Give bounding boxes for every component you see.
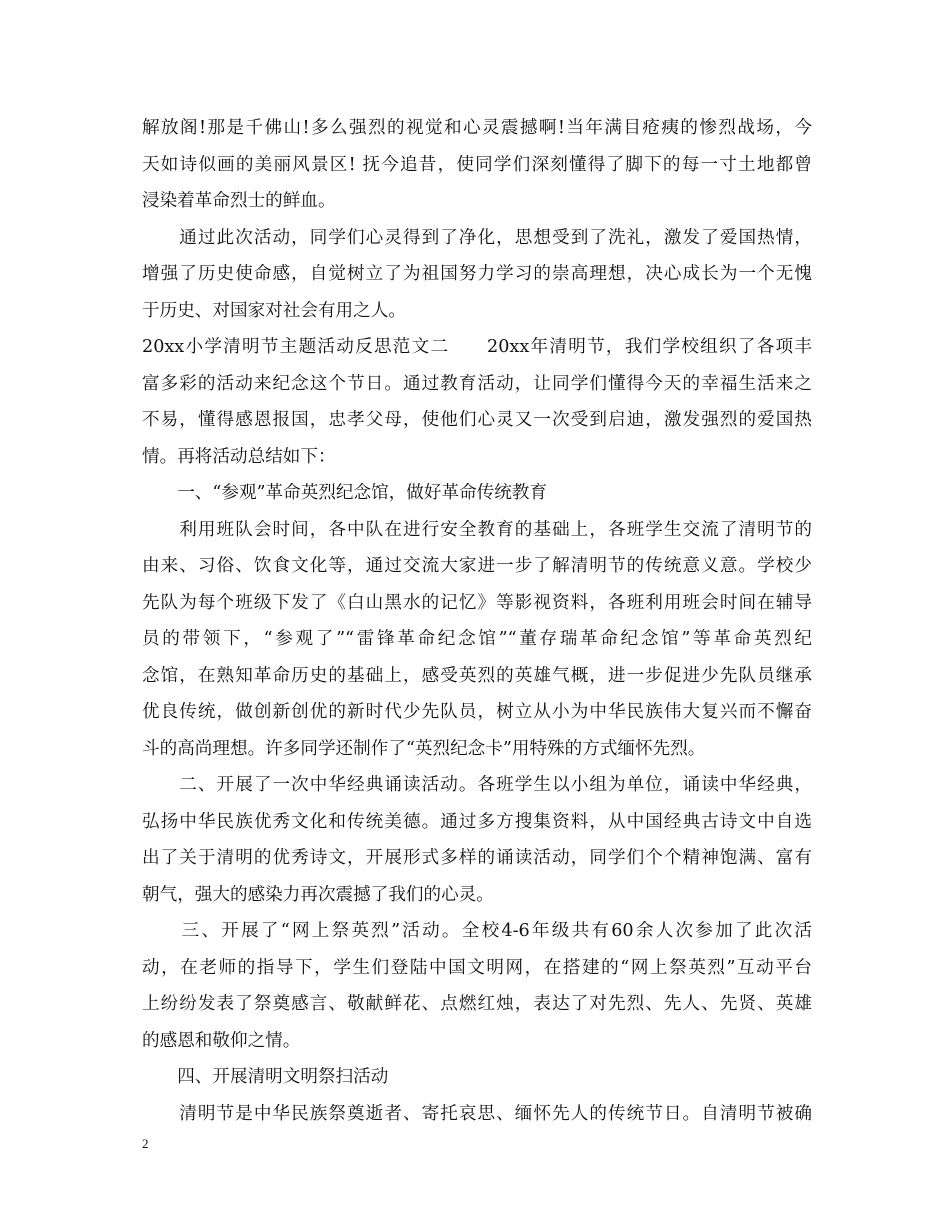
- text-line: 增强了历史使命感，自觉树立了为祖国努力学习的崇高理想，决心成长为一个无愧: [142, 264, 812, 284]
- text-line: 优良传统，做创新创优的新时代少先队员，树立从小为中华民族伟大复兴而不懈奋: [142, 702, 812, 722]
- text-line: 三、开展了“网上祭英烈”活动。全校4-6年级共有60余人次参加了此次活: [142, 921, 812, 941]
- text-line: 的感恩和敬仰之情。: [142, 1030, 301, 1051]
- text-line: 于历史、对国家对社会有用之人。: [142, 300, 406, 321]
- page-number: 2: [142, 1136, 149, 1151]
- text-line: 富多彩的活动来纪念这个节日。通过教育活动，让同学们懂得今天的幸福生活来之: [142, 373, 812, 394]
- text-line: 天如诗似画的美丽风景区! 抚今追昔，使同学们深刻懂得了脚下的每一寸土地都曾: [142, 154, 812, 175]
- text-line: 上纷纷发表了祭奠感言、敬献鲜花、点燃红烛，表达了对先烈、先人、先贤、英雄: [142, 994, 812, 1014]
- text-line: 弘扬中华民族优秀文化和传统美德。通过多方搜集资料，从中国经典古诗文中自选: [142, 811, 812, 832]
- text-line: 二、开展了一次中华经典诵读活动。各班学生以小组为单位，诵读中华经典，: [142, 775, 812, 795]
- text-line: 情。再将活动总结如下：: [142, 446, 336, 467]
- text-line: 清明节是中华民族祭奠逝者、寄托哀思、缅怀先人的传统节日。自清明节被确: [142, 1103, 812, 1124]
- text-line: 先队为每个班级下发了《白山黑水的记忆》等影视资料，各班利用班会时间在辅导: [142, 592, 812, 613]
- text-line: 利用班队会时间，各中队在进行安全教育的基础上，各班学生交流了清明节的: [142, 519, 812, 540]
- body-text: [142, 110, 812, 1132]
- text-line: 解放阁!那是千佛山!多么强烈的视觉和心灵震撼啊!当年满目疮痍的惨烈战场，今: [142, 118, 812, 138]
- text-line: 动，在老师的指导下，学生们登陆中国文明网，在搭建的“网上祭英烈”互动平台: [142, 957, 812, 978]
- section-heading: 一、“参观”革命英烈纪念馆，做好革命传统教育: [142, 483, 548, 503]
- text-line: 20xx小学清明节主题活动反思范文二 20xx年清明节，我们学校组织了各项丰: [142, 337, 812, 357]
- text-line: 由来、习俗、饮食文化等，通过交流大家进一步了解清明节的传统意义意。学校少: [142, 556, 812, 576]
- section-heading: 四、开展清明文明祭扫活动: [142, 1067, 389, 1087]
- text-line: 通过此次活动，同学们心灵得到了净化，思想受到了洗礼，激发了爱国热情，: [142, 227, 812, 248]
- text-line: 员的带领下，“参观了”“雷锋革命纪念馆”“董存瑞革命纪念馆”等革命英烈纪: [142, 629, 812, 649]
- text-line: 出了关于清明的优秀诗文，开展形式多样的诵读活动，同学们个个精神饱满、富有: [142, 848, 812, 868]
- text-line: 斗的高尚理想。许多同学还制作了“英烈纪念卡”用特殊的方式缅怀先烈。: [142, 738, 706, 759]
- text-line: 浸染着革命烈士的鲜血。: [142, 191, 336, 211]
- text-line: 朝气，强大的感染力再次震撼了我们的心灵。: [142, 884, 494, 905]
- text-line: 念馆，在熟知革命历史的基础上，感受英烈的英雄气概，进一步促进少先队员继承: [142, 665, 812, 686]
- text-line: 不易，懂得感恩报国，忠孝父母，使他们心灵又一次受到启迪，激发强烈的爱国热: [142, 410, 812, 430]
